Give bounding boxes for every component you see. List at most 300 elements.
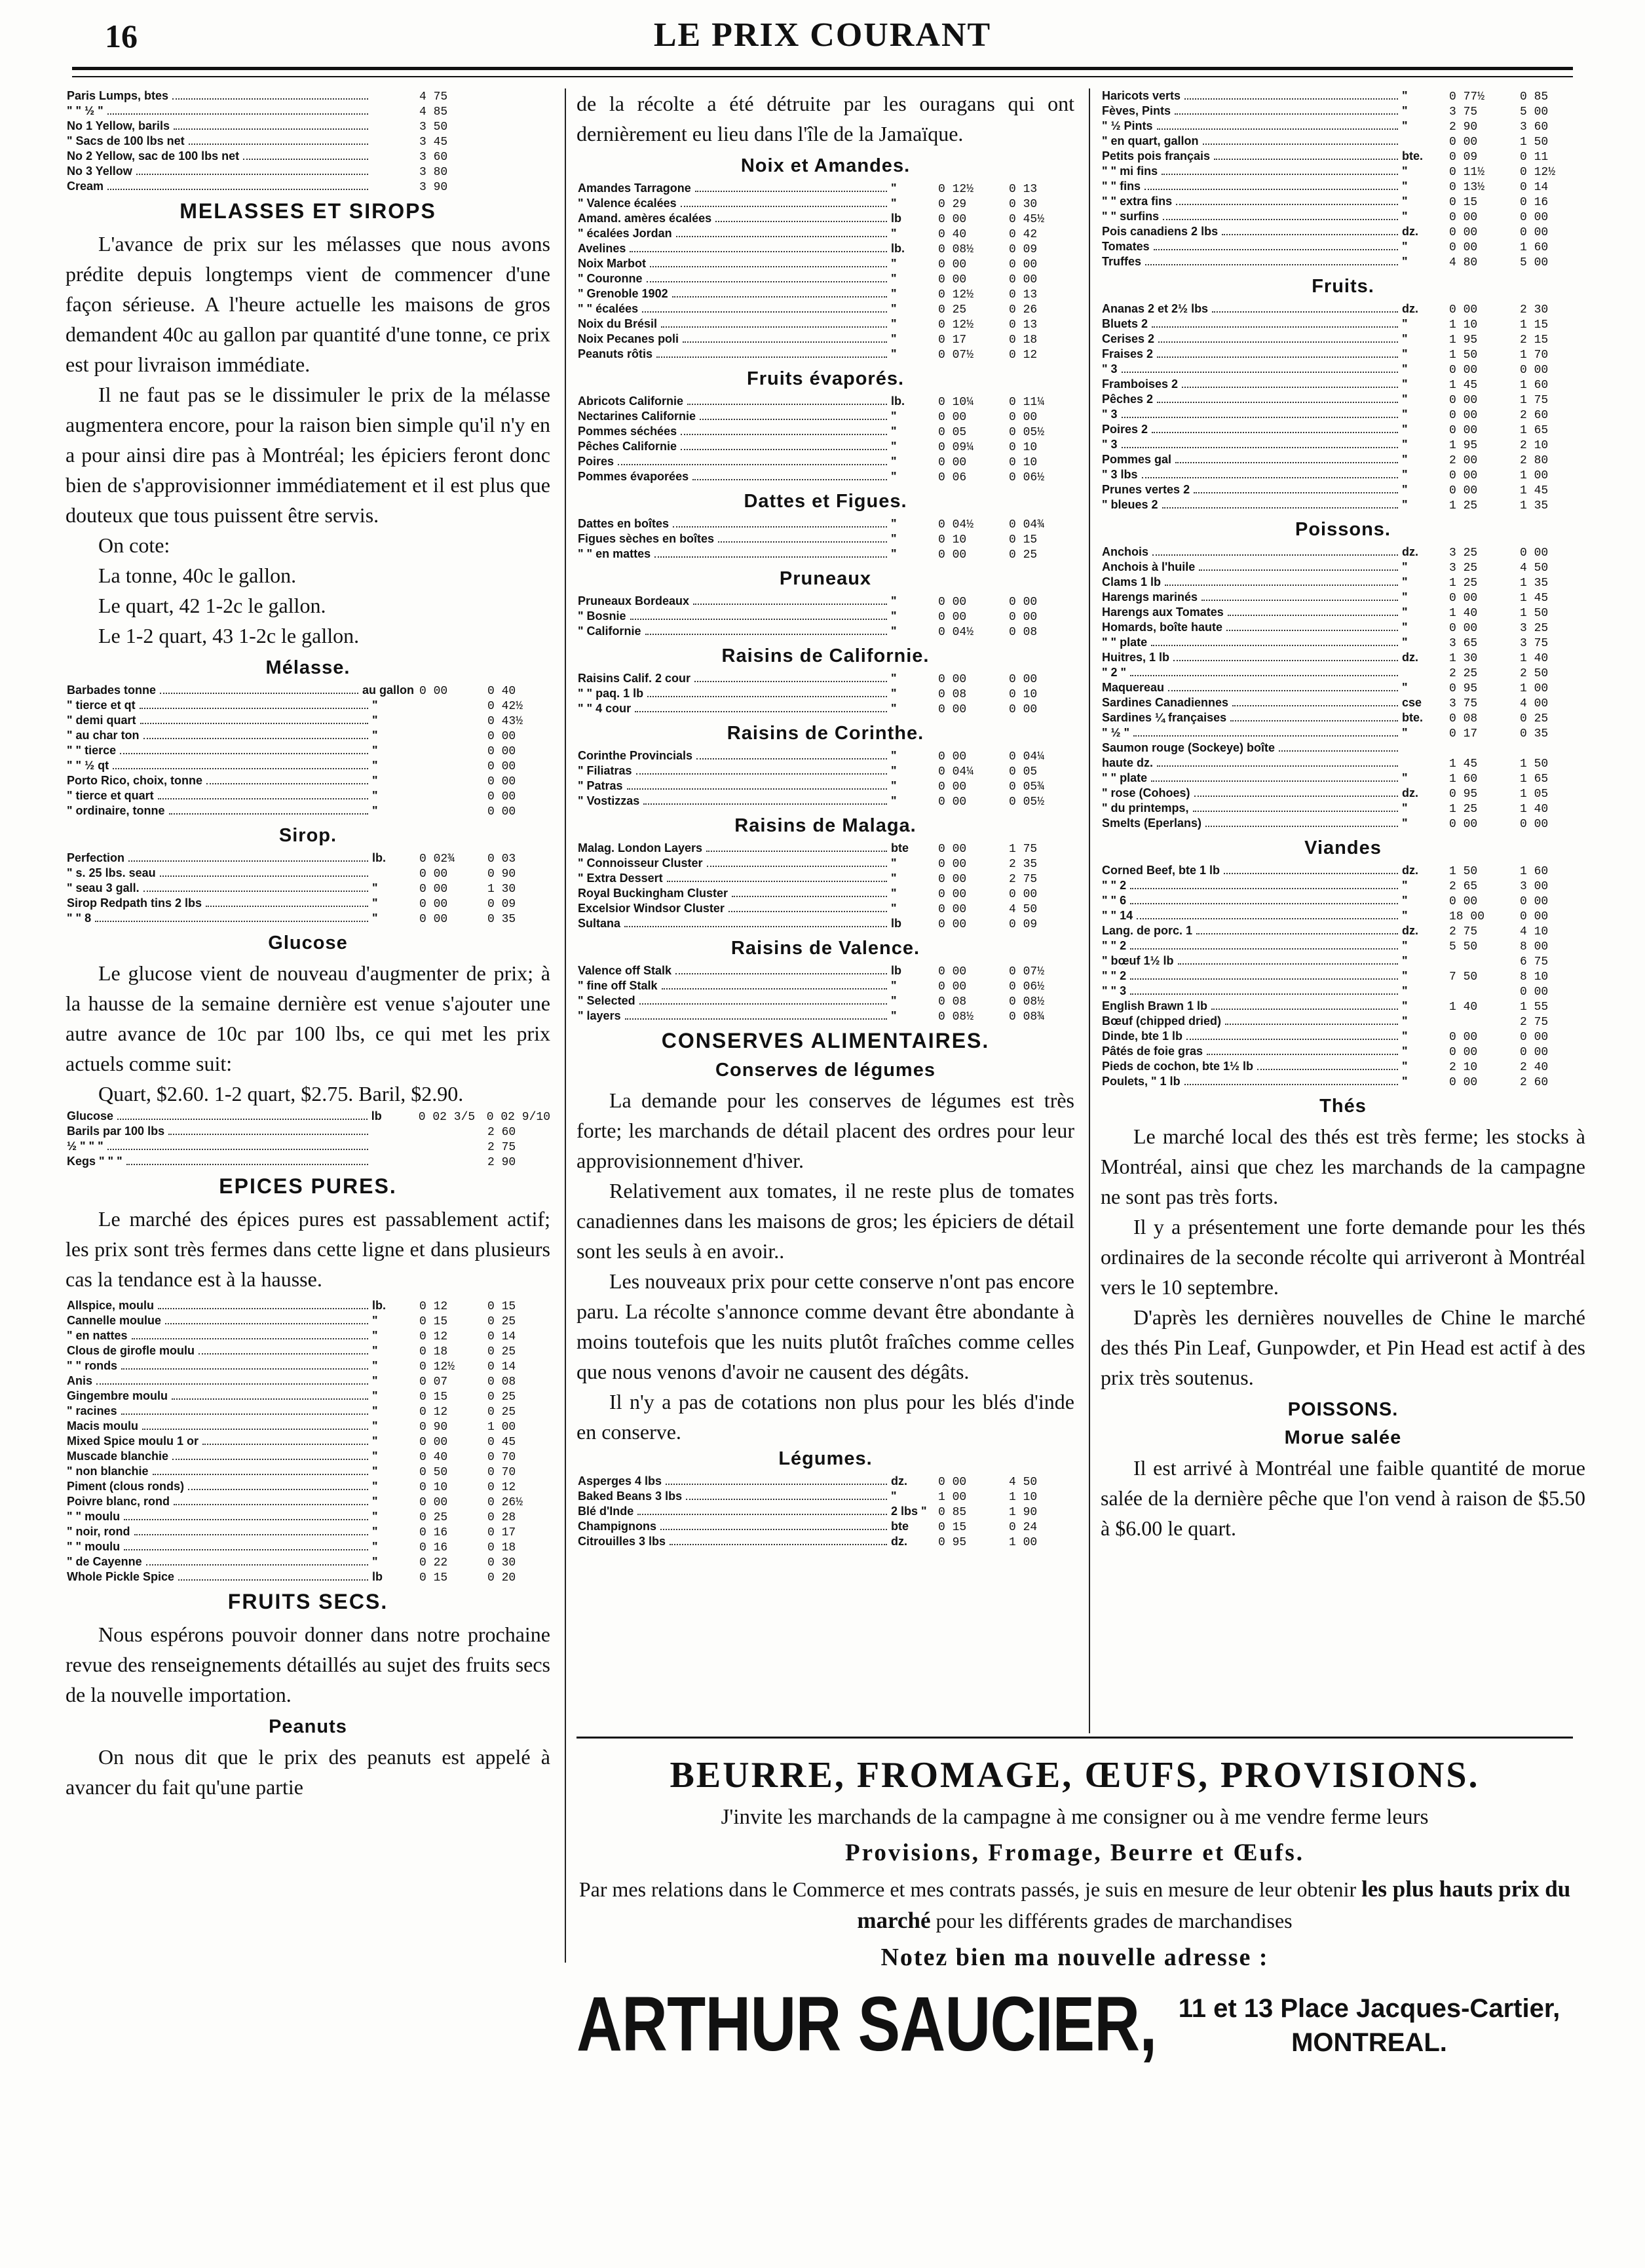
price-high: 0 26½: [487, 1496, 523, 1509]
leader-dots: [160, 693, 358, 694]
item-unit: ": [1402, 347, 1408, 360]
item-label: Baked Beans 3 lbs: [578, 1490, 683, 1503]
item-label: Dinde, bte 1 lb: [1102, 1029, 1183, 1043]
price-row: [1101, 452, 1585, 467]
item-unit: ": [1402, 255, 1408, 268]
item-label: Dattes en boîtes: [578, 517, 670, 530]
item-unit: ": [372, 759, 378, 772]
price-high: 0 13: [1009, 183, 1038, 196]
paragraph: Le glucose vient de nouveau d'augmenter de prix; à la hausse de la semaine dernière est venue s'ajouter une autre avance de 10c par 100 lbs, ce qui met les prix actuels comme suit:: [66, 961, 550, 1075]
price-low: 0 12: [419, 1330, 448, 1343]
leader-dots: [126, 1164, 368, 1165]
price-high: 0 24: [1009, 1521, 1038, 1534]
leader-dots: [1165, 585, 1398, 586]
item-label: " " extra fins: [1102, 195, 1173, 208]
price-high: 0 05¾: [1009, 780, 1045, 794]
price-high: 0 25: [487, 1391, 516, 1404]
price-high: 0 00: [1009, 611, 1038, 624]
item-unit: ": [372, 1434, 378, 1448]
leader-dots: [1176, 204, 1398, 205]
price-low: 2 10: [1449, 1061, 1478, 1074]
price-high: 0 03: [487, 853, 516, 866]
price-row: [66, 1298, 550, 1313]
price-high: 0 00: [1520, 818, 1549, 831]
price-low: 0 00: [1449, 136, 1478, 149]
item-unit: dz.: [1402, 225, 1418, 238]
price-row: [1101, 665, 1585, 680]
item-label: Pêches Californie: [578, 440, 677, 453]
price-low: 0 12½: [419, 1360, 455, 1374]
item-label: Raisins Calif. 2 cour: [578, 672, 691, 685]
item-label: Pruneaux Bordeaux: [578, 594, 690, 607]
price-low: 0 00: [419, 898, 448, 911]
price-row: [66, 1554, 550, 1569]
item-label: Bluets 2: [1102, 317, 1148, 330]
price-low: 1 30: [1449, 652, 1478, 665]
price-low: 2 90: [1449, 121, 1478, 134]
subsection-heading: Viandes: [1304, 837, 1382, 858]
leader-dots: [120, 753, 368, 754]
price-row: [577, 1474, 1074, 1489]
item-label: Prunes vertes 2: [1102, 483, 1190, 496]
item-unit: lb.: [372, 1299, 386, 1312]
price-low: 0 29: [938, 198, 967, 211]
item-label: Porto Rico, choix, tonne: [67, 774, 203, 787]
price-high: 0 90: [487, 868, 516, 881]
price-high: 0 09: [1009, 243, 1038, 256]
quote-line: Le quart, 42 1-2c le gallon.: [98, 594, 326, 617]
price-high: 1 60: [1520, 379, 1549, 392]
item-unit: ": [891, 887, 897, 900]
price-high: 0 12½: [1520, 166, 1556, 179]
paragraph: L'avance de prix sur les mélasses que nous avons prédite depuis longtemps vient de commencer d'une façon sérieuse. A l'heure actuelle les maisons de gros demandent 40c au gallon par quantité d'une tonne, ce prix est pour livraison immédiate.: [66, 232, 550, 376]
price-row: [66, 1539, 550, 1554]
leader-dots: [172, 1459, 368, 1460]
price-low: 0 00: [1449, 226, 1478, 239]
price-high: 1 55: [1520, 1001, 1549, 1014]
price-high: 3 75: [1520, 637, 1549, 650]
price-high: 0 11¼: [1009, 396, 1045, 409]
price-row: [577, 547, 1074, 562]
price-row: [1101, 239, 1585, 254]
item-unit: ": [891, 702, 897, 715]
price-low: 0 16: [419, 1526, 448, 1539]
price-high: 0 00: [487, 760, 516, 773]
subsection-heading: Morue salée: [1284, 1427, 1402, 1448]
price-high: 0 00: [1009, 703, 1038, 716]
price-row: [1101, 392, 1585, 407]
item-label: " " 6: [1102, 894, 1127, 907]
price-high: 0 00: [1520, 895, 1549, 908]
price-row: [577, 1519, 1074, 1534]
item-label: " Californie: [578, 625, 641, 638]
price-high: 0 00: [487, 790, 516, 803]
leader-dots: [172, 98, 368, 100]
price-row: [1101, 1074, 1585, 1089]
paragraph: de la récolte a été détruite par les ouragans qui ont dernièrement eu lieu dans l'île de la Jamaïque.: [577, 92, 1074, 145]
item-unit: ": [891, 347, 897, 360]
column-2: [577, 88, 1074, 1733]
price-high: 4 00: [1520, 697, 1549, 710]
vegetables-price-table: [577, 1474, 1074, 1549]
item-unit: ": [1402, 423, 1408, 436]
item-label: " Patras: [578, 779, 623, 792]
address-line: 11 et 13 Place Jacques-Cartier,: [1178, 1994, 1560, 2023]
price-row: [1101, 725, 1585, 740]
price-high: 1 10: [1009, 1491, 1038, 1504]
subsection-heading: Peanuts: [269, 1716, 347, 1737]
item-label: Gingembre moulu: [67, 1389, 168, 1402]
item-unit: ": [891, 764, 897, 777]
leader-dots: [1205, 826, 1398, 827]
item-unit: ": [1402, 575, 1408, 588]
price-low: 0 00: [938, 873, 967, 886]
leader-dots: [143, 738, 368, 739]
item-unit: ": [1402, 560, 1408, 573]
price-low: 3 25: [1449, 547, 1478, 560]
price-row: [1101, 301, 1585, 317]
leader-dots: [718, 541, 887, 543]
leader-dots: [1226, 630, 1398, 631]
price-low: 0 00: [419, 868, 448, 881]
price-high: 0 07½: [1009, 965, 1045, 978]
price-row: [1101, 545, 1585, 560]
subsection-heading: Raisins de Californie.: [721, 645, 930, 666]
price-high: 1 70: [1520, 349, 1549, 362]
price-low: 4 80: [1449, 256, 1478, 269]
price-row: [1101, 179, 1585, 194]
price-high: 0 25: [1520, 712, 1549, 725]
price-high: 1 60: [1520, 241, 1549, 254]
price-high: 1 15: [1520, 318, 1549, 332]
price-high: 0 00: [1009, 596, 1038, 609]
price-low: 0 07½: [938, 349, 974, 362]
item-label: Kegs " " ": [67, 1155, 123, 1168]
quote-line: La tonne, 40c le gallon.: [98, 564, 297, 587]
price-high: 1 75: [1009, 843, 1038, 856]
item-label: Avelines: [578, 242, 626, 255]
item-label: " " 3: [1102, 984, 1127, 997]
item-label: " layers: [578, 1009, 621, 1022]
price-row: [1101, 560, 1585, 575]
price-low: 0 17: [938, 334, 967, 347]
item-unit: ": [891, 625, 897, 638]
item-label: " " surfins: [1102, 210, 1160, 223]
item-label: " non blanchie: [67, 1465, 149, 1478]
price-low: 0 09: [1449, 151, 1478, 164]
price-low: 0 00: [1449, 592, 1478, 605]
item-label: " bœuf 1½ lb: [1102, 954, 1174, 967]
price-high: 1 35: [1520, 499, 1549, 512]
item-unit: ": [1402, 1075, 1408, 1088]
price-row: [1101, 224, 1585, 239]
item-label: Smelts (Eperlans): [1102, 817, 1202, 830]
leader-dots: [160, 875, 368, 877]
price-high: 0 30: [1009, 198, 1038, 211]
price-high: 0 00: [1009, 888, 1038, 901]
item-unit: dz.: [1402, 302, 1418, 315]
item-unit: ": [1402, 180, 1408, 193]
price-high: 4 50: [1009, 903, 1038, 916]
item-unit: ": [372, 1555, 378, 1568]
item-label: Ananas 2 et 2½ lbs: [1102, 302, 1209, 315]
paragraph: D'après les dernières nouvelles de Chine le marché des thés Pin Leaf, Gunpowder, et Pin Head est actif à des prix très soutenus.: [1101, 1305, 1585, 1389]
price-row: [1101, 590, 1585, 605]
price-low: 0 25: [419, 1511, 448, 1524]
item-unit: ": [372, 1465, 378, 1478]
item-label: Huitres, 1 lb: [1102, 651, 1170, 664]
price-high: 2 60: [487, 1126, 516, 1139]
price-high: 4 10: [1520, 925, 1549, 938]
subsection-heading: Mélasse.: [265, 657, 350, 678]
leader-dots: [1133, 735, 1398, 737]
item-label: " noir, rond: [67, 1525, 130, 1538]
price-high: 1 05: [1520, 788, 1549, 801]
item-label: " bleues 2: [1102, 498, 1158, 511]
item-unit: ": [891, 332, 897, 345]
leader-dots: [681, 449, 887, 450]
leader-dots: [715, 221, 887, 222]
leader-dots: [1173, 660, 1398, 661]
price-high: 0 10: [1009, 688, 1038, 701]
price-high: 0 43½: [487, 715, 523, 728]
price-row: [577, 901, 1074, 916]
item-unit: ": [1402, 636, 1408, 649]
leader-dots: [670, 1544, 887, 1545]
item-label: " " plate: [1102, 636, 1148, 649]
price-low: 0 09¼: [938, 441, 974, 454]
item-label: " 3: [1102, 438, 1118, 451]
price-row: [66, 88, 550, 104]
price-high: 0 18: [487, 1541, 516, 1554]
price-high: 1 45: [1520, 592, 1549, 605]
price-row: [66, 743, 550, 758]
price-high: 0 05½: [1009, 426, 1045, 439]
leader-dots: [1168, 690, 1398, 691]
item-label: Excelsior Windsor Cluster: [578, 902, 725, 915]
price-row: [1101, 953, 1585, 969]
section-heading: FRUITS SECS.: [227, 1590, 388, 1613]
price-row: [1101, 650, 1585, 665]
leader-dots: [1137, 918, 1398, 919]
price-low: 0 07: [419, 1375, 448, 1389]
item-unit: ": [372, 1525, 378, 1538]
item-unit: ": [891, 272, 897, 285]
price-row: [1101, 710, 1585, 725]
price-low: 0 00: [938, 750, 967, 763]
leader-dots: [625, 1018, 887, 1020]
item-unit: dz.: [891, 1535, 907, 1548]
price-low: 0 00: [1449, 241, 1478, 254]
leader-dots: [1224, 873, 1398, 874]
price-high: 0 00: [1520, 1031, 1549, 1044]
leader-dots: [636, 773, 887, 775]
price-high: 0 70: [487, 1451, 516, 1464]
item-unit: ": [372, 896, 378, 910]
item-unit: au gallon: [362, 683, 414, 697]
price-high: 0 85: [1520, 90, 1549, 104]
price-low: 0 15: [419, 1391, 448, 1404]
leader-dots: [153, 1474, 368, 1475]
item-label: Pieds de cochon, bte 1½ lb: [1102, 1060, 1254, 1073]
item-label: Peanuts rôtis: [578, 347, 653, 360]
leader-dots: [693, 604, 887, 605]
item-unit: ": [372, 729, 378, 742]
item-label: " Vostizzas: [578, 794, 640, 807]
leader-dots: [1257, 1069, 1398, 1070]
price-high: 0 14: [487, 1360, 516, 1374]
paragraph: Il ne faut pas se le dissimuler le prix de la mélasse augmentera encore, pour la raison bien simple qu'il n'y en a pour ainsi dire pas à Montréal; les épiciers feront donc bien de s'approvisionner immédiatement et il est plus que douteux que tous puissent être servis.: [66, 383, 550, 527]
item-unit: ": [1402, 1029, 1408, 1043]
price-low: 0 00: [938, 456, 967, 469]
item-unit: ": [372, 774, 378, 787]
price-row: [1101, 756, 1585, 771]
leader-dots: [630, 619, 887, 620]
price-high: 2 75: [1520, 1016, 1549, 1029]
price-high: 0 00: [1520, 1046, 1549, 1059]
item-unit: ": [891, 609, 897, 623]
leader-dots: [1142, 477, 1398, 478]
leader-dots: [1130, 978, 1398, 980]
item-unit: bte.: [1402, 149, 1424, 163]
price-low: 0 00: [938, 673, 967, 686]
leader-dots: [1194, 796, 1398, 797]
item-unit: ": [1402, 999, 1408, 1012]
item-label: " Grenoble 1902: [578, 287, 668, 300]
item-unit: ": [891, 302, 897, 315]
leader-dots: [188, 1489, 368, 1490]
price-low: 3 50: [419, 121, 448, 134]
leader-dots: [673, 526, 887, 528]
price-row: [1101, 740, 1585, 756]
item-unit: ": [372, 1404, 378, 1417]
leader-dots: [117, 1119, 368, 1120]
leader-dots: [1152, 432, 1398, 433]
leader-dots: [695, 191, 887, 192]
price-high: 1 50: [1520, 136, 1549, 149]
item-unit: ": [1402, 939, 1408, 952]
beans-peas-table: [1101, 88, 1585, 269]
leader-dots: [686, 1499, 887, 1500]
price-high: 1 45: [1520, 484, 1549, 497]
price-high: 0 25: [1009, 548, 1038, 562]
item-label: " Valence écalées: [578, 197, 677, 210]
item-unit: ": [372, 699, 378, 712]
page-number: 16: [105, 18, 138, 54]
item-unit: ": [372, 881, 378, 894]
price-row: [577, 241, 1074, 256]
price-high: 0 00: [487, 775, 516, 788]
item-label: " 2 ": [1102, 666, 1127, 679]
price-high: 1 50: [1520, 758, 1549, 771]
price-row: [66, 1343, 550, 1358]
item-label: Saumon rouge (Sockeye) boîte: [1102, 741, 1276, 754]
item-label: Truffes: [1102, 255, 1142, 268]
price-row: [1101, 1014, 1585, 1029]
item-label: " " 4 cour: [578, 702, 632, 715]
item-label: Piment (clous ronds): [67, 1480, 185, 1493]
item-unit: ": [1402, 1014, 1408, 1028]
price-row: [577, 841, 1074, 856]
price-high: 0 35: [1520, 727, 1549, 740]
leader-dots: [683, 341, 887, 343]
item-label: Whole Pickle Spice: [67, 1570, 175, 1583]
price-high: 0 04¼: [1009, 750, 1045, 763]
price-high: 0 08: [1009, 626, 1038, 639]
leader-dots: [643, 803, 887, 805]
header-rule-thin: [72, 76, 1573, 77]
item-unit: ": [891, 779, 897, 792]
item-label: " " 8: [67, 912, 92, 925]
leader-dots: [642, 311, 887, 313]
leader-dots: [627, 788, 887, 790]
price-row: [577, 778, 1074, 794]
item-label: Sardines ¼ françaises: [1102, 711, 1227, 724]
price-row: [577, 1504, 1074, 1519]
item-label: Corinthe Provincials: [578, 749, 693, 762]
leader-dots: [1144, 189, 1398, 190]
item-label: " Selected: [578, 994, 635, 1007]
leader-dots: [1214, 159, 1398, 160]
leader-dots: [202, 1444, 368, 1445]
merchant-name: ARTHUR SAUCIER,: [577, 1981, 1157, 2067]
leader-dots: [1158, 341, 1398, 343]
item-label: Poires: [578, 455, 615, 468]
price-low: 0 95: [938, 1536, 967, 1549]
leader-dots: [706, 851, 887, 852]
price-low: 0 00: [938, 213, 967, 226]
price-high: 1 00: [1520, 682, 1549, 695]
price-high: 1 30: [487, 883, 516, 896]
item-unit: dz.: [1402, 924, 1418, 937]
newspaper-title: LE PRIX COURANT: [653, 16, 992, 54]
fish-price-table: [1101, 545, 1585, 831]
price-low: 1 25: [1449, 577, 1478, 590]
leader-dots: [672, 296, 887, 298]
leader-dots: [136, 174, 368, 175]
price-row: [1101, 863, 1585, 878]
item-label: Pêches 2: [1102, 393, 1154, 406]
price-low: 1 45: [1449, 379, 1478, 392]
price-low: 1 40: [1449, 1001, 1478, 1014]
item-label: Harengs aux Tomates: [1102, 605, 1224, 619]
item-unit: ": [1402, 954, 1408, 967]
price-high: 0 08½: [1009, 995, 1045, 1009]
leader-dots: [1130, 888, 1398, 889]
page-header: [72, 14, 1573, 60]
price-row: [577, 531, 1074, 547]
item-unit: ": [891, 794, 897, 807]
item-unit: ": [372, 804, 378, 817]
leader-dots: [128, 860, 368, 862]
price-row: [66, 179, 550, 194]
item-unit: bte: [891, 841, 909, 855]
price-low: 0 08: [938, 688, 967, 701]
price-low: 3 25: [1449, 562, 1478, 575]
price-low: 0 40: [419, 1451, 448, 1464]
item-unit: ": [891, 425, 897, 438]
item-label: " " moulu: [67, 1510, 121, 1523]
price-high: 0 25: [487, 1406, 516, 1419]
item-label: Framboises 2: [1102, 377, 1179, 391]
item-unit: 2 lbs ": [891, 1505, 927, 1518]
item-unit: ": [891, 197, 897, 210]
ad-signature: [577, 1980, 1573, 2091]
item-unit: ": [372, 1419, 378, 1432]
price-low: 0 04¼: [938, 765, 974, 778]
price-low: 3 75: [1449, 697, 1478, 710]
item-label: Sardines Canadiennes: [1102, 696, 1229, 709]
